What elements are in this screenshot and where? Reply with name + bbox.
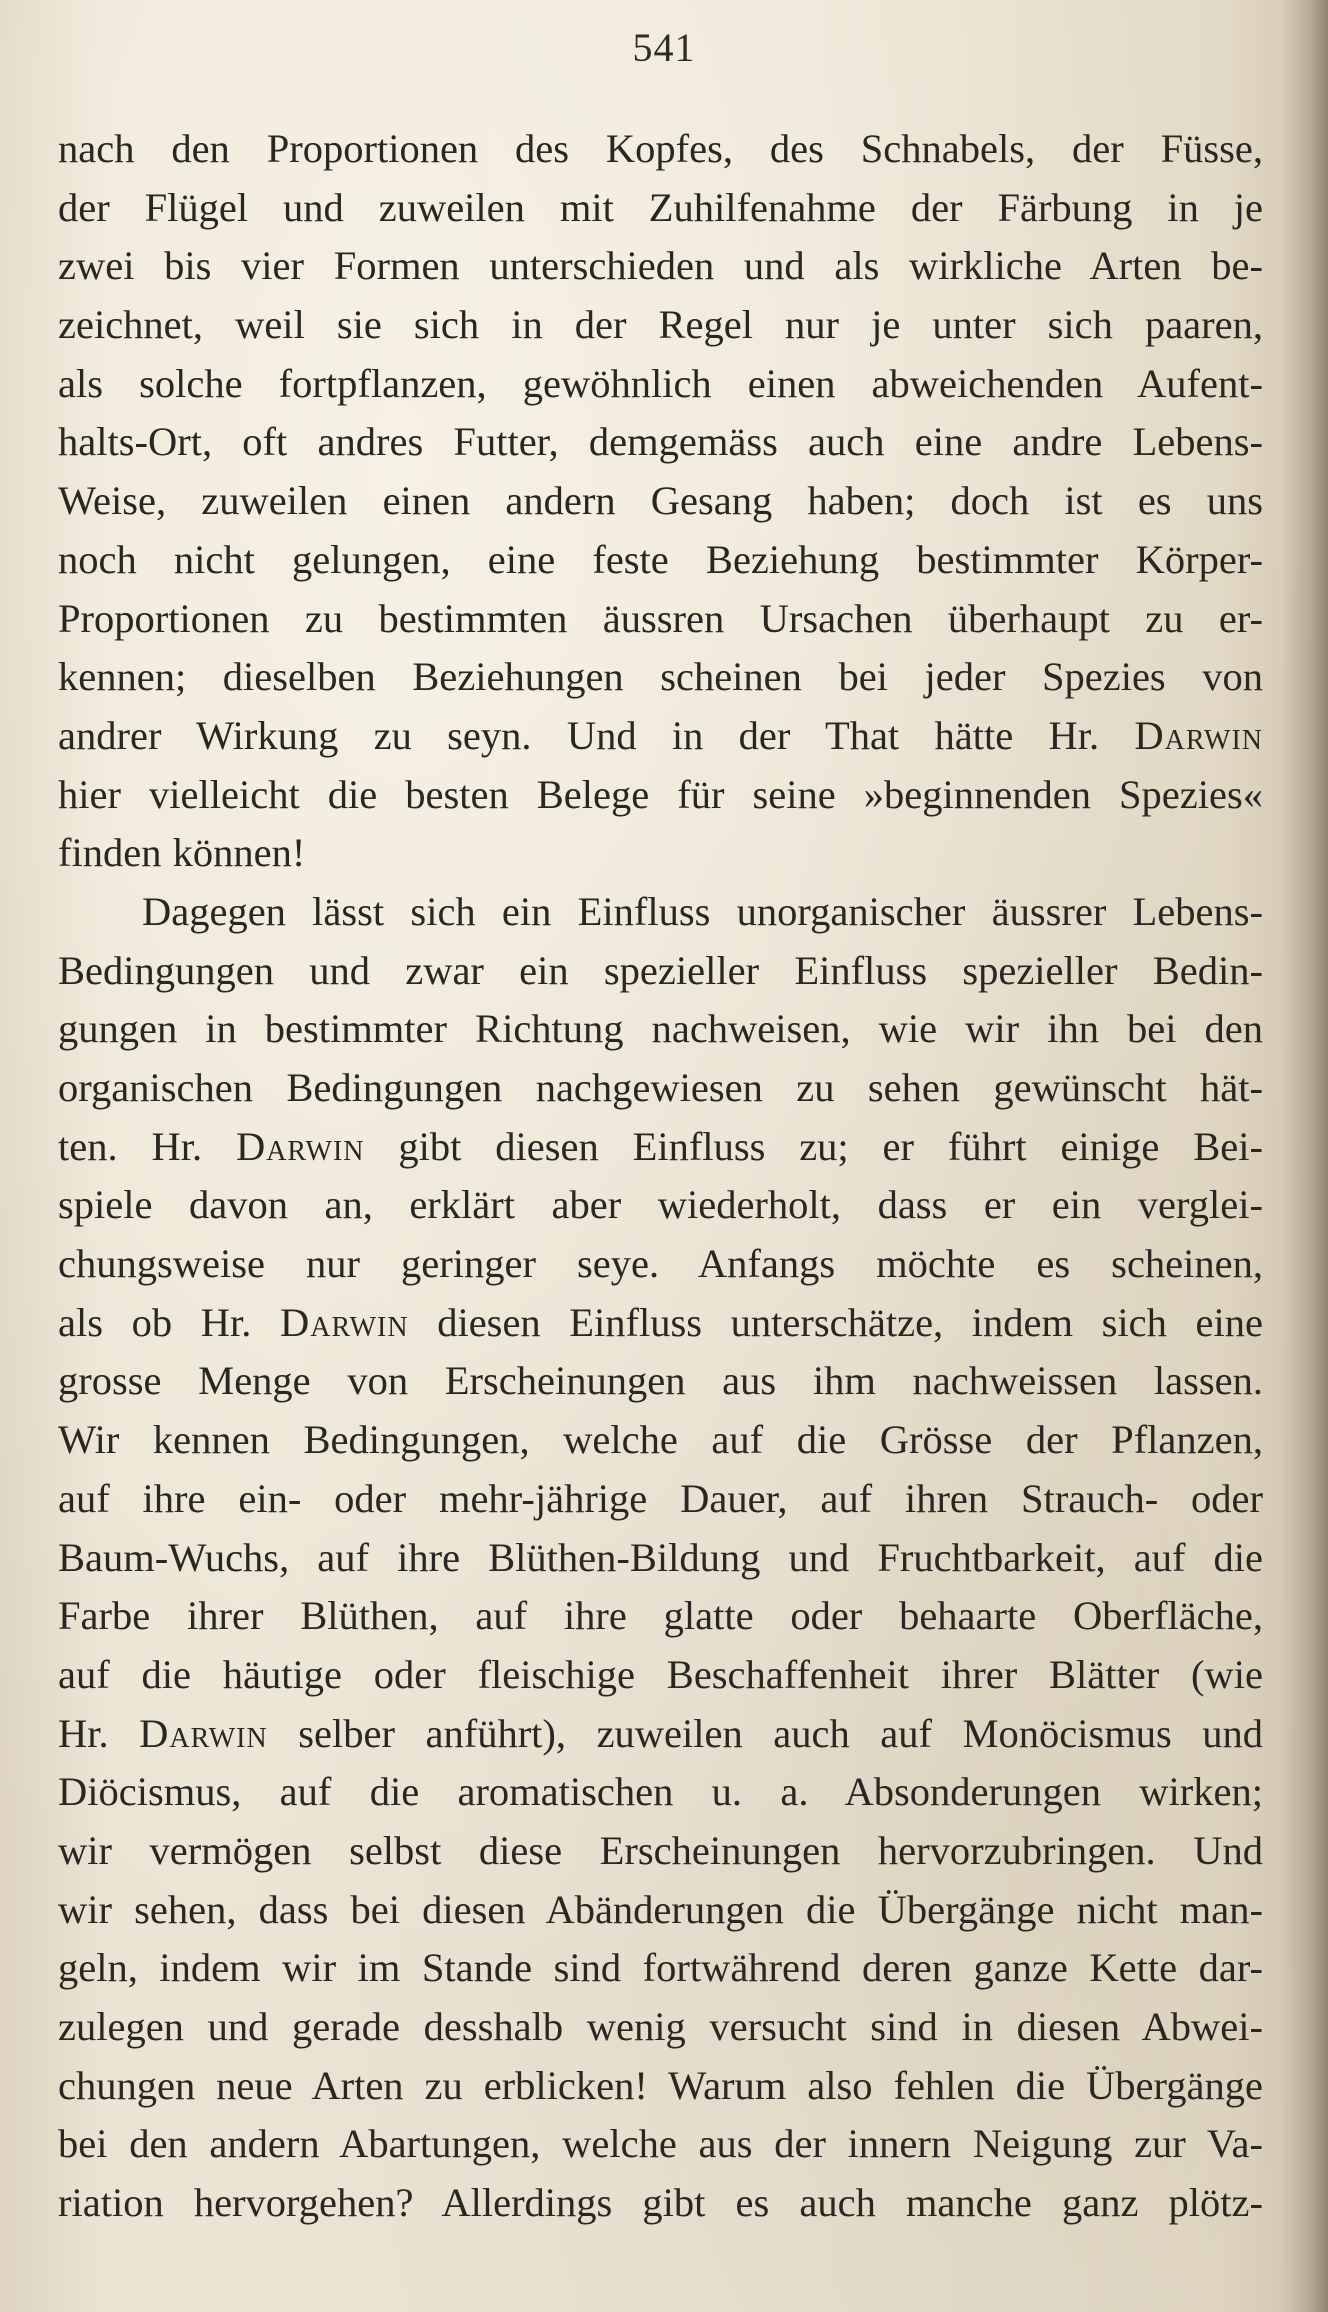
text-line: Hr. Darwin selber anführt), zuweilen auch auf Monöcismus und [58,1710,1263,1756]
author-name-smallcaps: Darwin [235,1123,365,1169]
author-name-smallcaps: Darwin [1134,712,1263,758]
body-text [58,120,1263,2233]
author-name-smallcaps: Darwin [139,1710,268,1756]
text-line: geln, indem wir im Stande sind fortwährend deren ganze Kette dar- [58,1945,1263,1991]
text-line: als ob Hr. Darwin diesen Einfluss unterschätze, indem sich eine [58,1299,1263,1345]
page-number: 541 [632,25,696,70]
text-line: chungen neue Arten zu erblicken! Warum also fehlen die Übergänge [58,2062,1263,2108]
text-line: Farbe ihrer Blüthen, auf ihre glatte oder behaarte Oberfläche, [58,1593,1263,1639]
text-line: ten. Hr. Darwin gibt diesen Einfluss zu; er führt einige Bei- [58,1123,1263,1169]
text-line: andrer Wirkung zu seyn. Und in der That hätte Hr. Darwin [58,712,1263,758]
text-line: gungen in bestimmter Richtung nachweisen, wie wir ihn bei den [58,1006,1263,1052]
text-line: riation hervorgehen? Allerdings gibt es auch manche ganz plötz- [58,2180,1263,2226]
author-name-smallcaps: Darwin [280,1299,409,1345]
text-line: noch nicht gelungen, eine feste Beziehung bestimmter Körper- [58,536,1263,582]
text-line: wir sehen, dass bei diesen Abänderungen die Übergänge nicht man- [58,1886,1263,1932]
text-line: Diöcismus, auf die aromatischen u. a. Absonderungen wirken; [58,1769,1263,1815]
text-line: als solche fortpflanzen, gewöhnlich einen abweichenden Aufent- [58,360,1263,406]
text-line: kennen; dieselben Beziehungen scheinen bei jeder Spezies von [58,654,1263,700]
text-line: Bedingungen und zwar ein spezieller Einfluss spezieller Bedin- [58,947,1263,993]
text-line: grosse Menge von Erscheinungen aus ihm nachweissen lassen. [58,1358,1263,1404]
text-line: halts-Ort, oft andres Futter, demgemäss auch eine andre Lebens- [58,419,1263,465]
text-line: finden können! [58,830,306,876]
text-line: der Flügel und zuweilen mit Zuhilfenahme der Färbung in je [58,184,1263,230]
text-line: auf ihre ein- oder mehr-jährige Dauer, auf ihren Strauch- oder [58,1475,1263,1521]
text-line: nach den Proportionen des Kopfes, des Schnabels, der Füsse, [58,126,1263,171]
page-edge-shadow [1282,0,1328,2312]
paragraph-first-line: Dagegen lässt sich ein Einfluss unorganischer äussrer Lebens- [142,888,1263,934]
text-line: Baum-Wuchs, auf ihre Blüthen-Bildung und Fruchtbarkeit, auf die [58,1534,1263,1580]
text-line: zeichnet, weil sie sich in der Regel nur je unter sich paaren, [58,302,1263,348]
text-line: Wir kennen Bedingungen, welche auf die Grösse der Pflanzen, [58,1417,1263,1463]
text-line: zwei bis vier Formen unterschieden und als wirkliche Arten be- [58,243,1263,289]
text-line: wir vermögen selbst diese Erscheinungen hervorzubringen. Und [58,1827,1263,1873]
text-line: hier vielleicht die besten Belege für seine »beginnenden Spezies« [58,771,1263,817]
text-line: auf die häutige oder fleischige Beschaffenheit ihrer Blätter (wie [58,1651,1263,1697]
text-line: Weise, zuweilen einen andern Gesang haben; doch ist es uns [58,478,1263,524]
text-line: organischen Bedingungen nachgewiesen zu sehen gewünscht hät- [58,1065,1263,1110]
text-line: chungsweise nur geringer seye. Anfangs möchte es scheinen, [58,1241,1263,1287]
text-line: Proportionen zu bestimmten äussren Ursachen überhaupt zu er- [58,595,1263,641]
text-line: zulegen und gerade desshalb wenig versucht sind in diesen Abwei- [58,2004,1263,2049]
text-line: bei den andern Abartungen, welche aus der innern Neigung zur Va- [58,2121,1263,2167]
text-line: spiele davon an, erklärt aber wiederholt, dass er ein verglei- [58,1182,1263,1228]
